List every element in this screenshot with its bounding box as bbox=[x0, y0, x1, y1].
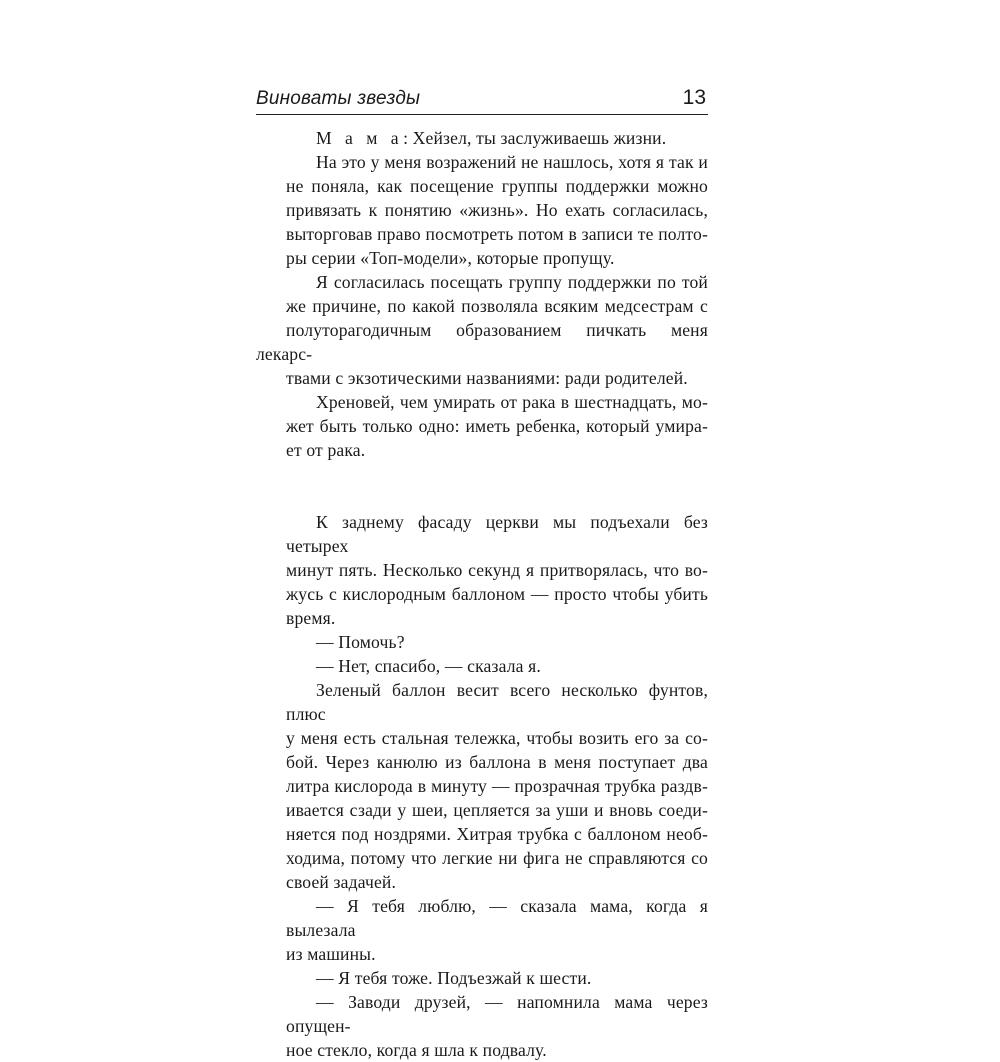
text-line: — Заводи друзей, — напомнила мама через опущен- bbox=[286, 992, 708, 1036]
text-line: же причине, по какой позволяла всяким медсестрам с bbox=[286, 296, 708, 316]
text-line: Зеленый баллон весит всего несколько фунтов, плюс bbox=[286, 680, 708, 724]
section-break bbox=[256, 462, 708, 486]
text-line: полуторагодичным образованием пичкать меня лекарс- bbox=[256, 320, 708, 364]
text-line: ходима, потому что легкие ни фига не справляются со bbox=[286, 848, 708, 868]
text-line: твами с экзотическими названиями: ради родителей. bbox=[286, 368, 688, 388]
text-line-content: : Хейзел, ты заслуживаешь жизни. bbox=[403, 128, 667, 148]
page-number: 13 bbox=[682, 86, 706, 109]
text-line: своей задачей. bbox=[286, 872, 397, 892]
text-line: ивается сзади у шеи, цепляется за уши и вновь соеди- bbox=[286, 800, 708, 820]
paragraph bbox=[256, 678, 708, 894]
text-line: жусь с кислородным баллоном — просто чтобы убить bbox=[286, 584, 708, 604]
text-line: Я согласилась посещать группу поддержки по той bbox=[316, 272, 708, 292]
text-line: На это у меня возражений не нашлось, хотя я так и bbox=[316, 152, 708, 172]
text-line: няется под ноздрями. Хитрая трубка с баллоном необ- bbox=[286, 824, 708, 844]
running-head bbox=[256, 86, 708, 115]
text-line: ное стекло, когда я шла к подвалу. bbox=[286, 1040, 547, 1060]
text-line: Хреновей, чем умирать от рака в шестнадцать, мо- bbox=[316, 392, 708, 412]
text-line: — Помочь? bbox=[316, 632, 405, 652]
text-line: выторговав право посмотреть потом в записи те полто- bbox=[286, 224, 708, 244]
text-line: у меня есть стальная тележка, чтобы возить его за со- bbox=[286, 728, 708, 748]
running-title: Виноваты звезды bbox=[256, 88, 421, 109]
paragraph bbox=[256, 510, 708, 630]
paragraph bbox=[256, 126, 708, 150]
paragraph bbox=[256, 630, 708, 654]
paragraph bbox=[256, 390, 708, 462]
body-text bbox=[256, 126, 708, 1062]
paragraph bbox=[256, 894, 708, 966]
text-line: привязать к понятию «жизнь». Но ехать согласилась, bbox=[286, 200, 708, 220]
text-line: К заднему фасаду церкви мы подъехали без четырех bbox=[286, 512, 708, 556]
text-line: не поняла, как посещение группы поддержки можно bbox=[286, 176, 708, 196]
text-line: время. bbox=[286, 608, 336, 628]
text-line: — Нет, спасибо, — сказала я. bbox=[316, 656, 541, 676]
text-line: минут пять. Несколько секунд я притворялась, что во- bbox=[286, 560, 708, 580]
text-line: литра кислорода в минуту — прозрачная трубка раздв- bbox=[286, 776, 708, 796]
paragraph bbox=[256, 654, 708, 678]
paragraph bbox=[256, 150, 708, 270]
paragraph bbox=[256, 966, 708, 990]
speaker-name: М а м а bbox=[316, 128, 404, 148]
section-break bbox=[256, 486, 708, 510]
text-line: ет от рака. bbox=[286, 440, 366, 460]
text-line: — Я тебя люблю, — сказала мама, когда я вылезала bbox=[286, 896, 708, 940]
text-line: бой. Через канюлю из баллона в меня поступает два bbox=[286, 752, 708, 772]
paragraph bbox=[256, 990, 708, 1062]
text-line: — Я тебя тоже. Подъезжай к шести. bbox=[316, 968, 592, 988]
paragraph bbox=[256, 270, 708, 390]
text-line: из машины. bbox=[286, 944, 376, 964]
text-line bbox=[256, 126, 708, 150]
text-line: жет быть только одно: иметь ребенка, который умира- bbox=[286, 416, 708, 436]
text-line: ры серии «Топ-модели», которые пропущу. bbox=[286, 248, 615, 268]
